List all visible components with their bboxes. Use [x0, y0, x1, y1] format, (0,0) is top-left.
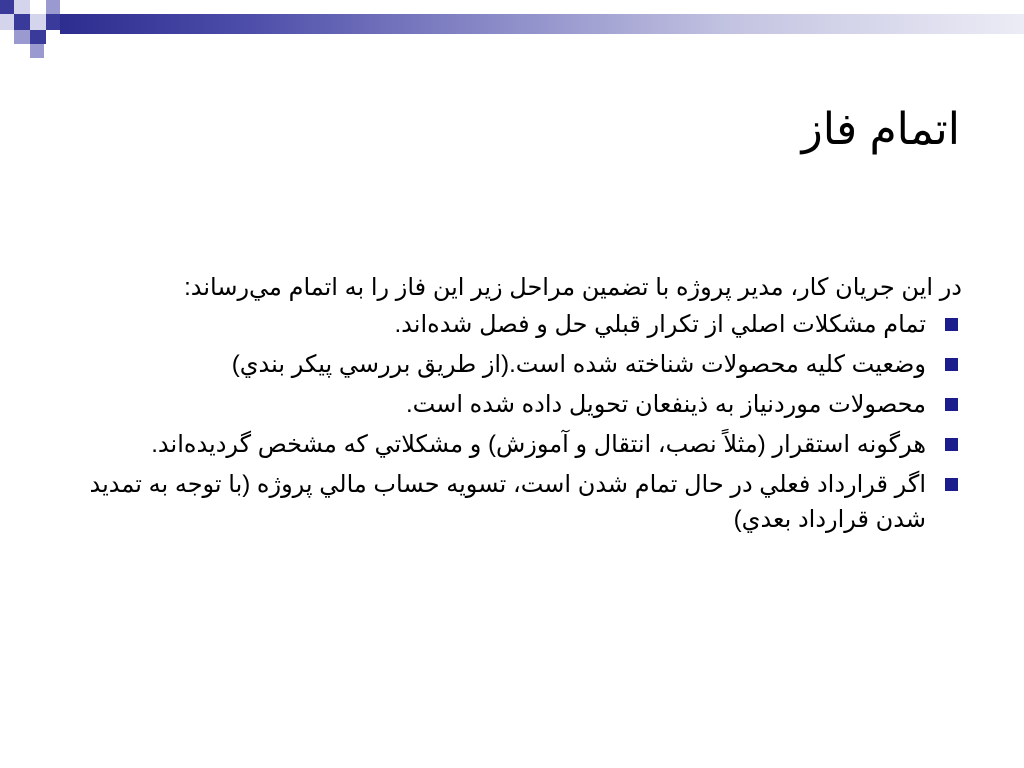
deco-square	[30, 44, 44, 58]
deco-square	[30, 0, 46, 14]
bullet-item	[72, 307, 962, 342]
deco-square	[30, 30, 46, 44]
bullet-text: هرگونه استقرار (مثلاً نصب، انتقال و آموزش) و مشكلاتي كه مشخص گرديده‌اند.	[151, 431, 926, 458]
bullet-text: وضعيت كليه محصولات شناخته شده است.(از طريق بررسي پيكر بندي)	[231, 351, 926, 378]
square-bullet-icon	[945, 438, 958, 451]
square-bullet-icon	[945, 318, 958, 331]
deco-square	[14, 0, 30, 14]
square-bullet-icon	[945, 358, 958, 371]
deco-square	[14, 30, 30, 44]
deco-square	[0, 14, 14, 30]
bullet-list	[72, 307, 962, 537]
bullet-text: محصولات موردنياز به ذينفعان تحويل داده شده است.	[405, 391, 926, 418]
slide-content	[72, 270, 962, 542]
header-gradient-band	[60, 14, 1024, 34]
slide-title: اتمام فاز	[801, 105, 960, 154]
intro-text: در اين جريان كار، مدير پروژه با تضمين مراحل زير اين فاز را به اتمام مي‌رساند:	[184, 274, 962, 301]
bullet-item	[72, 347, 962, 382]
square-bullet-icon	[945, 398, 958, 411]
deco-square	[0, 0, 14, 14]
bullet-item	[72, 387, 962, 422]
deco-square	[30, 14, 46, 30]
deco-square	[14, 14, 30, 30]
deco-square	[46, 14, 60, 30]
deco-square	[46, 0, 60, 14]
bullet-text: اگر قرارداد فعلي در حال تمام شدن است، تسويه حساب مالي پروژه (با توجه به تمديد شدن قرارداد بعدي)	[89, 471, 926, 533]
bullet-text: تمام مشكلات اصلي از تكرار قبلي حل و فصل شده‌اند.	[394, 311, 926, 338]
bullet-item	[72, 467, 962, 537]
bullet-item	[72, 427, 962, 462]
square-bullet-icon	[945, 478, 958, 491]
